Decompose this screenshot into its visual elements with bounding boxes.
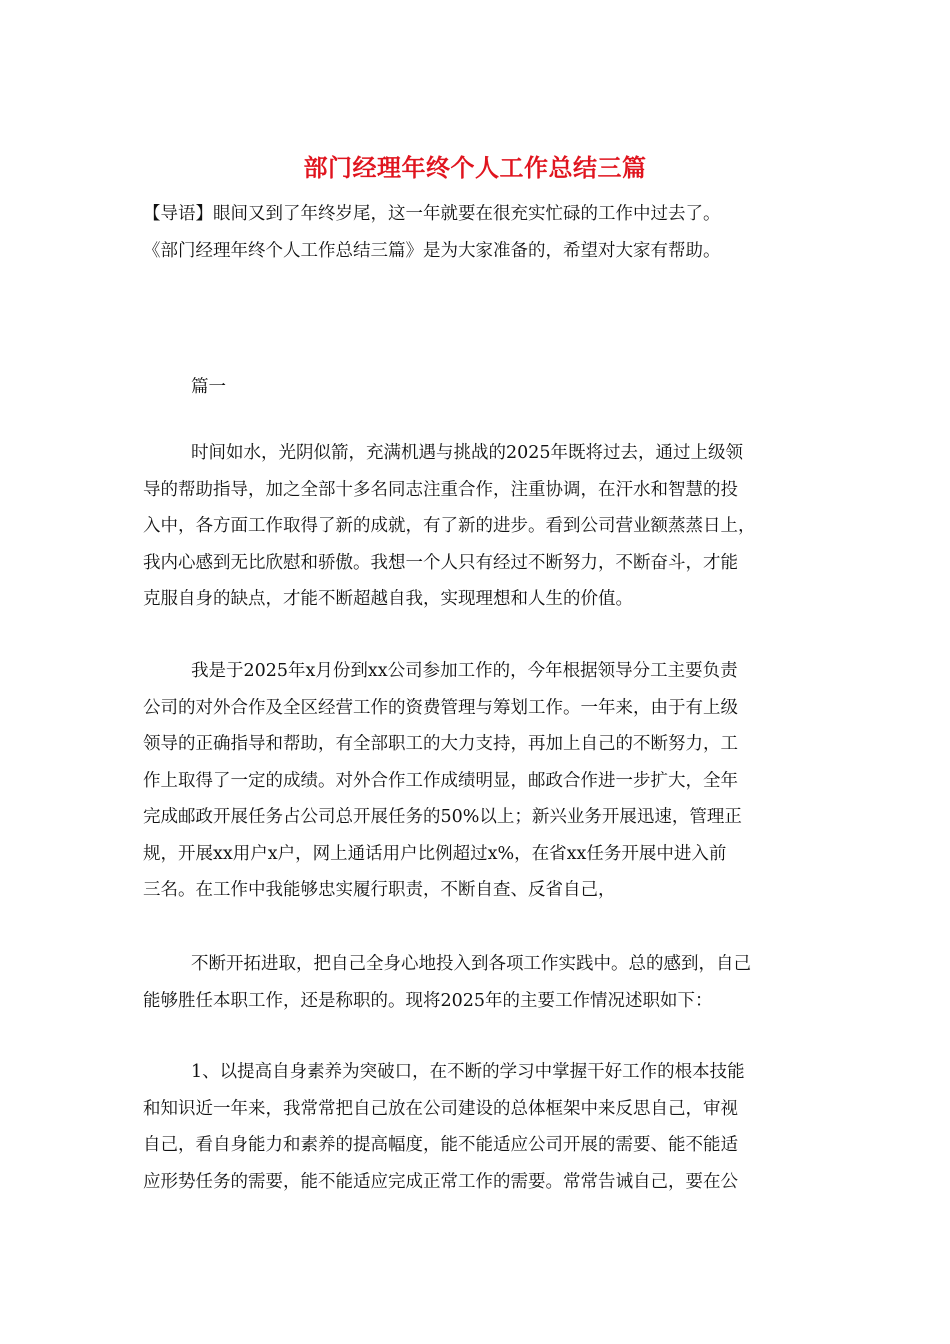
paragraph-line: 时间如水，光阴似箭，充满机遇与挑战的2025年既将过去，通过上级领 xyxy=(191,443,744,463)
paragraph-line: 三名。在工作中我能够忠实履行职责，不断自查、反省自己， xyxy=(143,880,616,900)
paragraph-line: 完成邮政开展任务占公司总开展任务的50%以上；新兴业务开展迅速，管理正 xyxy=(143,807,742,827)
paragraph-line: 规，开展xx用户x户，网上通话用户比例超过x%，在省xx任务开展中进入前 xyxy=(143,843,727,864)
paragraph xyxy=(143,946,808,1019)
paragraph-line: 导的帮助指导，加之全部十多名同志注重合作，注重协调，在汗水和智慧的投 xyxy=(143,479,738,500)
paragraph-line: 公司的对外合作及全区经营工作的资费管理与筹划工作。一年来，由于有上级 xyxy=(143,697,738,718)
paragraph-line: 自己，看自身能力和素养的提高幅度，能不能适应公司开展的需要、能不能适 xyxy=(143,1135,738,1155)
paragraph-line: 1、以提高自身素养为突破口，在不断的学习中掌握干好工作的根本技能 xyxy=(191,1062,745,1082)
intro-block xyxy=(143,196,813,270)
paragraph-line: 能够胜任本职工作，还是称职的。现将2025年的主要工作情况述职如下： xyxy=(143,990,713,1011)
section-heading: 篇一 xyxy=(191,377,226,397)
paragraph-line: 我内心感到无比欣慰和骄傲。我想一个人只有经过不断努力，不断奋斗，才能 xyxy=(143,552,738,573)
paragraph-line: 不断开拓进取，把自己全身心地投入到各项工作实践中。总的感到，自己 xyxy=(191,954,751,974)
intro-line: 【导语】眼间又到了年终岁尾，这一年就要在很充实忙碌的工作中过去了。 xyxy=(143,204,721,224)
paragraph-line: 领导的正确指导和帮助，有全部职工的大力支持，再加上自己的不断努力，工 xyxy=(143,734,738,754)
paragraph-line: 入中，各方面工作取得了新的成就，有了新的进步。看到公司营业额蒸蒸日上， xyxy=(143,516,756,536)
paragraph-line: 和知识近一年来，我常常把自己放在公司建设的总体框架中来反思自己，审视 xyxy=(143,1098,738,1119)
paragraph-line: 作上取得了一定的成绩。对外合作工作成绩明显，邮政合作进一步扩大，全年 xyxy=(143,770,738,791)
paragraph xyxy=(143,653,808,909)
paragraph-line: 我是于2025年x月份到xx公司参加工作的，今年根据领导分工主要负责 xyxy=(191,661,738,681)
paragraph xyxy=(143,435,808,618)
paragraph-line: 应形势任务的需要，能不能适应完成正常工作的需要。常常告诫自己，要在公 xyxy=(143,1171,738,1192)
intro-line: 《部门经理年终个人工作总结三篇》是为大家准备的，希望对大家有帮助。 xyxy=(143,241,721,261)
paragraph-line: 克服自身的缺点，才能不断超越自我，实现理想和人生的价值。 xyxy=(143,589,633,609)
document-title: 部门经理年终个人工作总结三篇 xyxy=(303,153,647,182)
paragraph xyxy=(143,1054,808,1200)
